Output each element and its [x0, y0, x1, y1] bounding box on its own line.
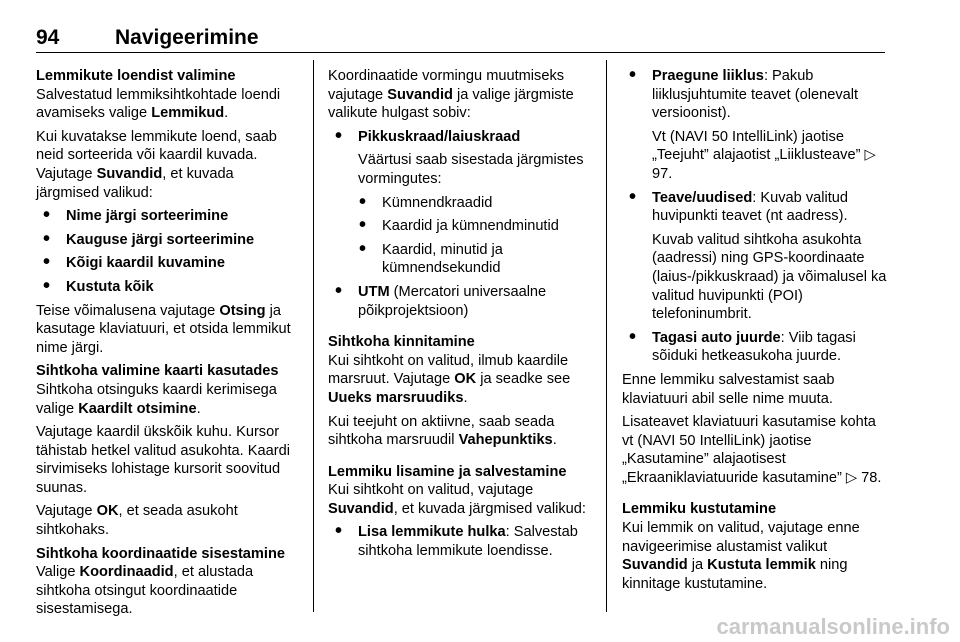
- section-heading: Lemmikute loendist valimine: [36, 68, 236, 84]
- sub-bullet-list: [328, 194, 596, 278]
- page-header: [36, 26, 885, 53]
- bullet-list: [622, 329, 890, 366]
- paragraph: Kui kuvatakse lemmikute loend, saab neid sorteerida või kaardil kuvada. Vajutage Suvandid, et kuvada järgmised valikud:: [36, 128, 277, 201]
- paragraph: Lisateavet klaviatuuri kasutamise kohta vt (NAVI 50 IntelliLink) jaotise „Kasutamine” alajaotisest „Ekraaniklaviatuuride kasutamine” ▷ 78.: [622, 414, 882, 486]
- page-number: 94: [36, 26, 60, 49]
- column-3: [622, 67, 890, 598]
- page-reference-icon: ▷: [845, 469, 858, 486]
- list-item: • Lisa lemmikute hulka: Salvestab sihtkoha lemmikute loendisse.: [328, 523, 596, 560]
- paragraph: Teise võimalusena vajutage Otsing ja kasutage klaviatuuri, et otsida lemmikut nime järgi.: [36, 302, 291, 356]
- paragraph: Salvestatud lemmiksihtkohtade loendi avamiseks valige Lemmikud.: [36, 86, 281, 122]
- paragraph: Enne lemmiku salvestamist saab klaviatuuri abil selle nime muuta.: [622, 371, 835, 407]
- sub-list-item: • Kümnendkraadid: [328, 194, 596, 213]
- paragraph: Sihtkoha otsinguks kaardi kerimisega valige Kaardilt otsimine.: [36, 381, 277, 417]
- section-heading: Lemmiku lisamine ja salvestamine: [328, 463, 567, 480]
- list-item: • Nime järgi sorteerimine: [36, 207, 300, 226]
- paragraph: Vajutage OK, et seada asukoht sihtkohaks.: [36, 503, 238, 539]
- section-heading: Sihtkoha koordinaatide sisestamine: [36, 545, 285, 562]
- list-item-description: Vt (NAVI 50 IntelliLink) jaotise „Teejuht” alajaotist „Liiklusteave” ▷ 97.: [652, 128, 876, 182]
- paragraph: Kui sihtkoht on valitud, vajutage Suvandid, et kuvada järgmised valikud:: [328, 482, 586, 517]
- list-item: • Teave/uudised: Kuvab valitud huvipunkti teavet (nt aadress).: [622, 189, 890, 226]
- list-item: • Tagasi auto juurde: Viib tagasi sõiduki hetkeasukoha juurde.: [622, 329, 890, 366]
- bullet-list: [622, 67, 890, 123]
- bullet-list: [328, 128, 596, 147]
- paragraph: Vajutage kaardil ükskõik kuhu. Kursor tähistab hetkel valitud asukohta. Kaardi sirvimiseks lohistage kursorit soovitud suunas.: [36, 424, 290, 496]
- section-heading: Lemmiku kustutamine: [622, 501, 777, 518]
- list-item-description: Väärtusi saab sisestada järgmistes vormingutes:: [358, 152, 584, 187]
- list-item: • Kustuta kõik: [36, 278, 300, 297]
- sub-list-item: • Kaardid ja kümnendminutid: [328, 217, 596, 236]
- bullet-list: [36, 207, 300, 296]
- section-heading: Sihtkoha valimine kaarti kasutades: [36, 363, 279, 380]
- bullet-list: [328, 283, 596, 320]
- section-heading: Sihtkoha kinnitamine: [328, 334, 475, 351]
- paragraph: Kui teejuht on aktiivne, saab seada sihtkoha marsruudil Vahepunktiks.: [328, 413, 557, 449]
- paragraph: Kui sihtkoht on valitud, ilmub kaardile marsruut. Vajutage OK ja seadke see Uueks marsruudiks.: [328, 352, 571, 406]
- column-2: [328, 67, 596, 566]
- list-item: • Praegune liiklus: Pakub liiklusjuhtumite teavet (olenevalt versioonist).: [622, 67, 890, 123]
- page-reference-icon: ▷: [864, 147, 876, 164]
- page-title: Navigeerimine: [115, 26, 259, 49]
- paragraph: Valige Koordinaadid, et alustada sihtkoha otsingut koordinaatide sisestamisega.: [36, 564, 254, 618]
- list-item-description: Kuvab valitud sihtkoha asukohta (aadressi) ning GPS-koordinaate (laius-/pikkuskraad) ja võimalusel ka valitud huvipunkti (POI) telefoninumbrit.: [652, 231, 887, 323]
- list-item: • Pikkuskraad/laiuskraad: [328, 128, 596, 147]
- sub-list-item: • Kaardid, minutid ja kümnendsekundid: [328, 241, 596, 278]
- paragraph: Kui lemmik on valitud, vajutage enne navigeerimise alustamist valikut Suvandid ja Kustuta lemmik ning kinnitage kustutamine.: [622, 520, 860, 592]
- watermark: carmanualsonline.info: [716, 614, 950, 639]
- bullet-list: [328, 523, 596, 560]
- paragraph: Koordinaatide vormingu muutmiseks vajutage Suvandid ja valige järgmiste valikute hulgast sobiv:: [328, 68, 574, 122]
- column-divider: [606, 60, 607, 612]
- bullet-list: [622, 189, 890, 226]
- column-1: [36, 67, 300, 624]
- column-divider: [313, 60, 314, 612]
- list-item: • UTM (Mercatori universaalne põikprojektsioon): [328, 283, 596, 320]
- list-item: • Kauguse järgi sorteerimine: [36, 231, 300, 250]
- list-item: • Kõigi kaardil kuvamine: [36, 254, 300, 273]
